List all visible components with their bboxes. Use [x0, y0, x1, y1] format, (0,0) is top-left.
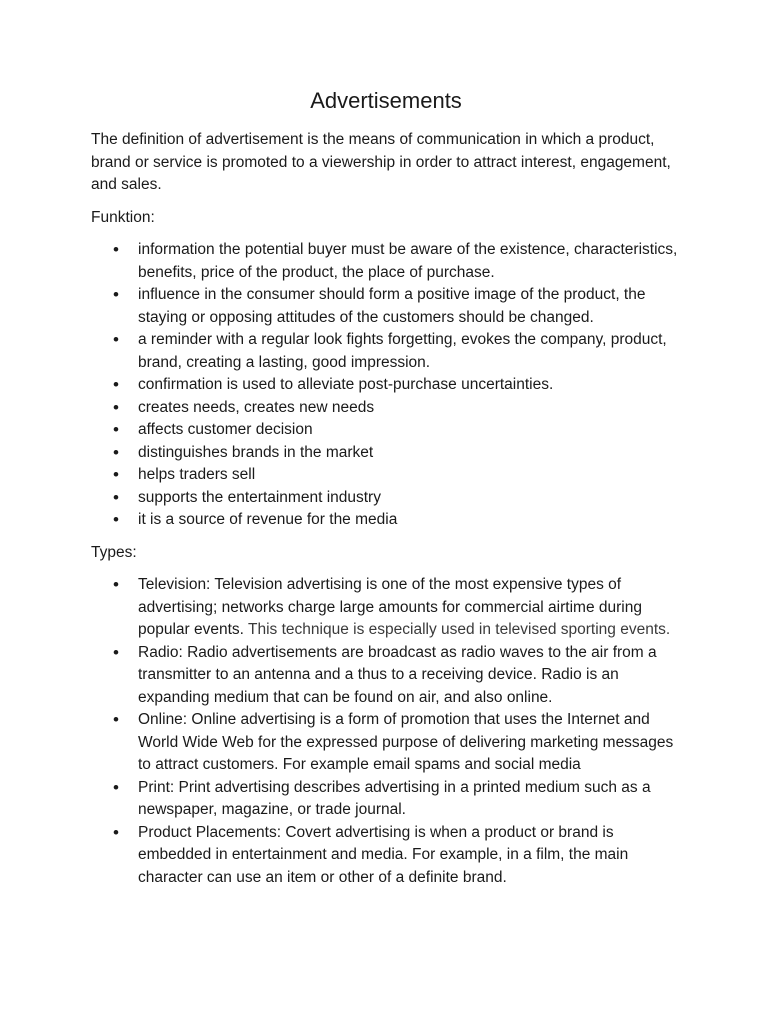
types-item-text: Online: Online advertising is a form of promotion that uses the Internet and World Wide Web for the expressed purpose of delivering marketing messages to attract customers. For example email spams and social media	[138, 711, 674, 773]
document-page	[91, 86, 681, 899]
types-item-text: Television: Television advertising is one of the most expensive types of advertising; networks charge large amounts for commercial airtime during popular events.	[138, 576, 642, 638]
list-item	[91, 777, 681, 822]
intro-paragraph: The definition of advertisement is the means of communication in which a product, brand or service is promoted to a viewership in order to attract interest, engagement, and sales.	[91, 131, 671, 193]
types-item-text: Product Placements: Covert advertising is when a product or brand is embedded in entertainment and media. For example, in a film, the main character can use an item or other of a definite brand.	[138, 823, 629, 886]
list-item: • a reminder with a regular look fights forgetting, evokes the company, product, brand, creating a lasting, good impression.	[91, 329, 681, 374]
list-item: • information the potential buyer must be aware of the existence, characteristics, benefits, price of the product, the place of purchase.	[91, 239, 681, 284]
funktion-heading: Funktion:	[91, 208, 155, 226]
list-item: • influence in the consumer should form a positive image of the product, the staying or opposing attitudes of the customers should be changed.	[91, 284, 681, 329]
list-item: • creates needs, creates new needs	[91, 397, 681, 420]
list-item: • it is a source of revenue for the media	[91, 509, 681, 532]
list-item	[91, 642, 681, 710]
list-item: • helps traders sell	[91, 464, 681, 487]
list-item: • affects customer decision	[91, 419, 681, 442]
funktion-list	[91, 239, 681, 532]
types-item-extra: This technique is especially used in televised sporting events.	[244, 621, 671, 638]
document-title: Advertisements	[310, 88, 462, 113]
list-item: • distinguishes brands in the market	[91, 442, 681, 465]
list-item	[91, 709, 681, 777]
list-item	[91, 822, 681, 890]
types-item-text: Radio: Radio advertisements are broadcast as radio waves to the air from a transmitter to an antenna and a thus to a receiving device. Radio is an expanding medium that can be found on air, and also online.	[138, 643, 657, 706]
types-item-text: Print: Print advertising describes advertising in a printed medium such as a newspaper, magazine, or trade journal.	[138, 778, 651, 818]
list-item: • confirmation is used to alleviate post-purchase uncertainties.	[91, 374, 681, 397]
types-list	[91, 574, 681, 889]
list-item	[91, 574, 681, 642]
types-heading: Types:	[91, 543, 137, 561]
list-item: • supports the entertainment industry	[91, 487, 681, 510]
